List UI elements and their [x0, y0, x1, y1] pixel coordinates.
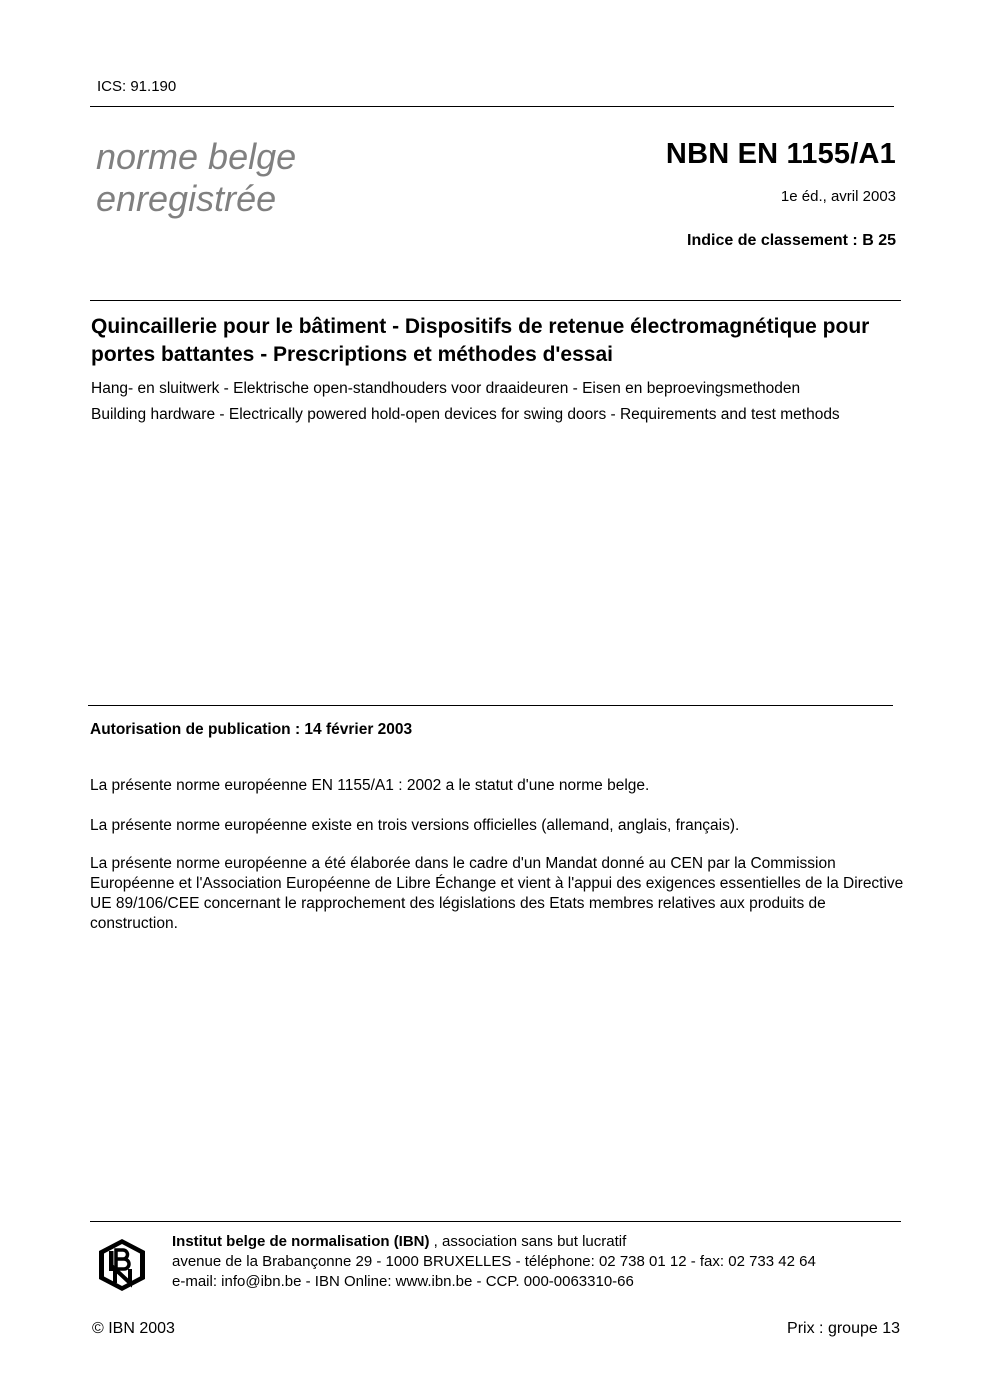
- title-dutch: Hang- en sluitwerk - Elektrische open-standhouders voor draaideuren - Eisen en beproevingsmethoden: [91, 380, 801, 397]
- classification-index: Indice de classement : B 25: [687, 232, 896, 249]
- organization-line: [172, 1232, 816, 1252]
- paragraph-mandate: La présente norme européenne a été élaborée dans le cadre d'un Mandat donné au CEN par la Commission Européenne et l'Association Européenne de Libre Échange et vient à l'appui des exigences essentielles de la Directive UE 89/106/CEE concernant le rapprochement des législations des Etats membres relatives aux produits de construction.: [90, 855, 904, 932]
- header-rule: [90, 106, 894, 107]
- paragraph-status: La présente norme européenne EN 1155/A1 : 2002 a le statut d'une norme belge.: [90, 777, 650, 794]
- norm-type-label: [96, 136, 296, 220]
- organization-suffix: , association sans but lucratif: [429, 1233, 627, 1250]
- organization-address: avenue de la Brabançonne 29 - 1000 BRUXELLES - téléphone: 02 738 01 12 - fax: 02 733 42 64: [172, 1253, 816, 1270]
- publication-authorisation: Autorisation de publication : 14 février 2003: [90, 721, 413, 738]
- title-french: Quincaillerie pour le bâtiment - Dispositifs de retenue électromagnétique pour portes battantes - Prescriptions et méthodes d'essai: [91, 315, 870, 366]
- footer-rule: [90, 1221, 901, 1222]
- organization-contact: e-mail: info@ibn.be - IBN Online: www.ibn.be - CCP. 000-0063310-66: [172, 1273, 634, 1290]
- title-english: Building hardware - Electrically powered hold-open devices for swing doors - Requirements and test methods: [91, 406, 840, 423]
- copyright: © IBN 2003: [92, 1320, 175, 1337]
- ibn-logo: [97, 1238, 147, 1292]
- standard-code: NBN EN 1155/A1: [665, 138, 896, 170]
- paragraph-versions: La présente norme européenne existe en trois versions officielles (allemand, anglais, français).: [90, 817, 740, 834]
- norm-type-line-2: enregistrée: [96, 178, 277, 219]
- organization-block: [172, 1232, 816, 1292]
- norm-type-line-1: norme belge: [96, 136, 297, 177]
- organization-name: Institut belge de normalisation (IBN): [172, 1233, 430, 1250]
- title-rule: [90, 300, 901, 301]
- body-rule: [88, 705, 893, 706]
- ics-code: ICS: 91.190: [97, 78, 177, 95]
- price-group: Prix : groupe 13: [787, 1320, 900, 1337]
- edition-date: 1e éd., avril 2003: [780, 188, 896, 205]
